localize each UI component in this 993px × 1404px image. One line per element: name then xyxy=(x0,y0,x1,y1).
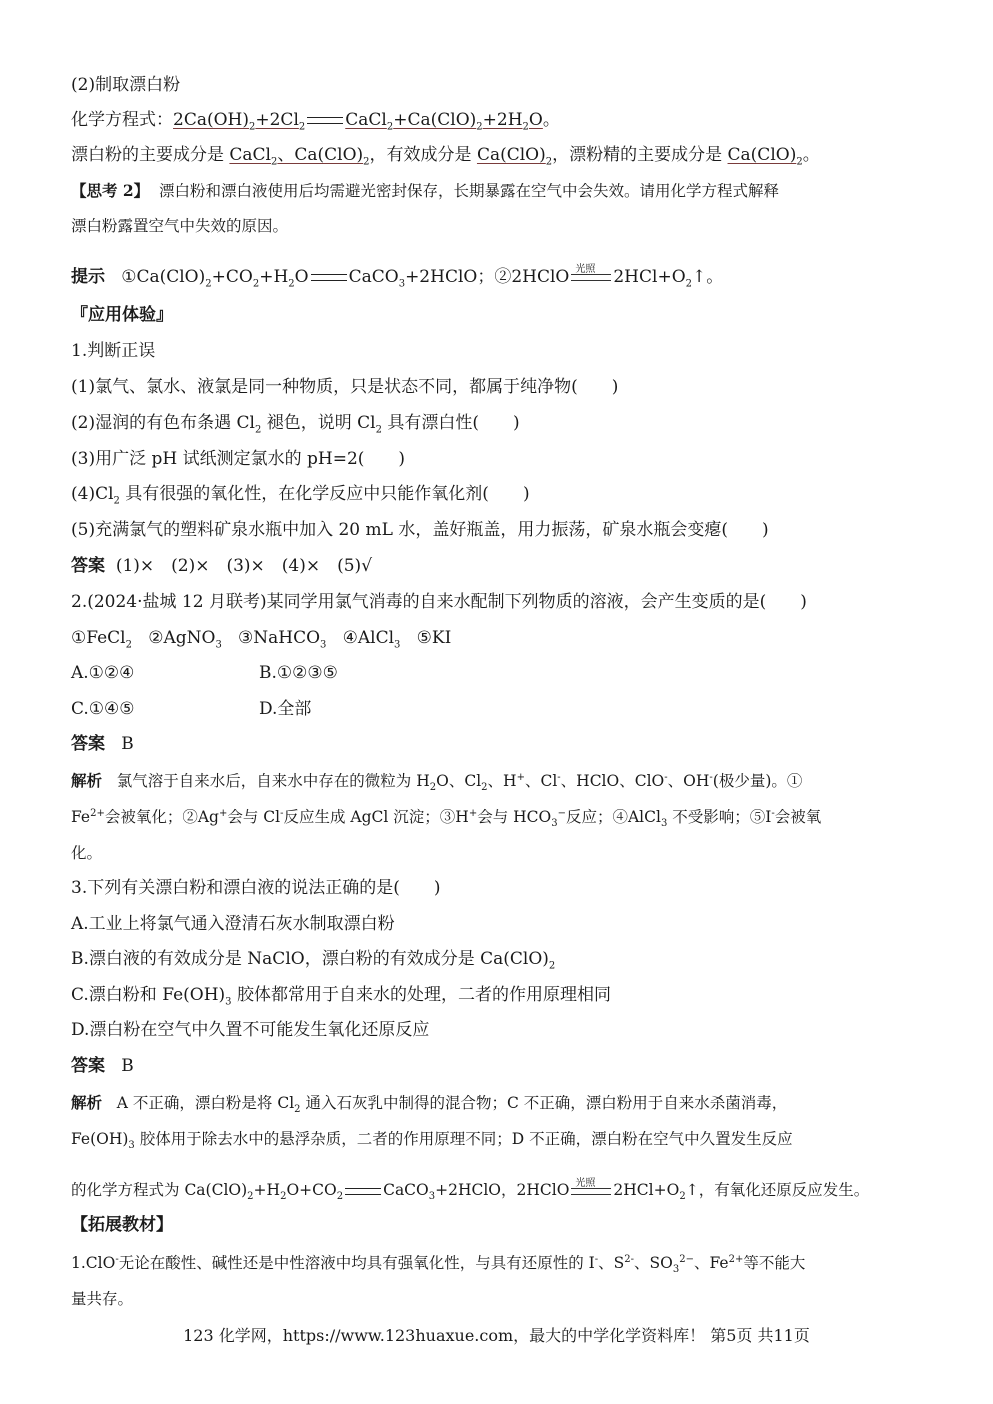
expand-item-1-cont: 量共存。 xyxy=(71,1290,134,1308)
page-footer: 123 化学网，https://www.123huaxue.com，最大的中学化学资料库！ 第5页 共11页 xyxy=(183,1326,810,1345)
q2-analysis-2: $Fe^{2+}$会被氧化；②Ag+会与 Cl-反应生成 AgCl 沉淀；③H+会与 $HCO_3^-$反应；④AlCl$_3$ 不受影响；⑤I-会被氧 xyxy=(71,807,822,830)
equation-label: 化学方程式： xyxy=(71,110,173,130)
q1-item-4: $(4)Cl_2$ 具有很强的氧化性，在化学反应中只能作氧化剂( ) xyxy=(71,484,530,507)
hint-label: 提示 xyxy=(71,267,105,287)
equation-answer: $2Ca(OH)_2+2Cl_2$ $CaCl_2+Ca(ClO)_2+2H_2O$ xyxy=(173,110,543,133)
q1-title: 1.判断正误 xyxy=(71,341,156,361)
q3-option-b: B.漂白液的有效成分是 NaClO，漂白粉的有效成分是 $Ca(ClO)_2$ xyxy=(71,949,556,972)
expand-item-1: 1.ClO-无论在酸性、碱性还是中性溶液中均具有强氧化性，与具有还原性的 I-、$S^{2-}$、$SO_3^{2-}$、$Fe^{2+}$等不能大 xyxy=(71,1253,806,1276)
equation-line: 化学方程式：$2Ca(OH)_2+2Cl_2$ $CaCl_2+Ca(ClO)_2+2H_2O$。 xyxy=(71,110,560,133)
q2-items: ①FeCl$_2$ ②AgNO$_3$ ③NaHCO$_3$ ④AlCl$_3$ ⑤KI xyxy=(71,628,452,651)
q3-option-d: D.漂白粉在空气中久置不可能发生氧化还原反应 xyxy=(71,1020,430,1040)
q3-analysis-3: 的化学方程式为 $Ca(ClO)_2+H_2O+CO_2$ CaCO$_3$+2HClO，2HClO 光照 $2HCl+O_2↑$，有氧化还原反应发生。 xyxy=(71,1177,870,1203)
q3-analysis-2: $Fe(OH)_3$ 胶体用于除去水中的悬浮杂质，二者的作用原理不同；D 不正确，漂白粉在空气中久置发生反应 xyxy=(71,1130,793,1152)
q2-analysis-3: 化。 xyxy=(71,844,103,862)
q3-option-a: A.工业上将氯气通入澄清石灰水制取漂白粉 xyxy=(71,914,395,934)
q3-title: 3.下列有关漂白粉和漂白液的说法正确的是( ) xyxy=(71,878,441,898)
think-label: 【思考 2】 xyxy=(71,181,150,200)
think-question: 【思考 2】 漂白粉和漂白液使用后均需避光密封保存，长期暴露在空气中会失效。请用化学方程式解释 xyxy=(71,181,780,200)
q2-option-b: B.①②③⑤ xyxy=(259,663,338,683)
q1-item-3: (3)用广泛 pH 试纸测定氯水的 pH=2( ) xyxy=(71,449,406,469)
hint-line: 提示 $①Ca(ClO)_2+CO_2+H_2O$ CaCO$_3$+2HClO；②2HClO 光照 $2HCl+O_2↑$。 xyxy=(71,264,724,290)
q2-option-d: D.全部 xyxy=(259,699,312,719)
q1-item-5: (5)充满氯气的塑料矿泉水瓶中加入 20 mL 水，盖好瓶盖，用力振荡，矿泉水瓶会变瘪( ) xyxy=(71,520,769,540)
q1-item-2: (2)湿润的有色布条遇 $Cl_2$ 褪色，说明 $Cl_2$ 具有漂白性( ) xyxy=(71,413,520,436)
section-apply: 『应用体验』 xyxy=(71,305,173,325)
subsection-title: (2)制取漂白粉 xyxy=(71,75,181,95)
q3-answer: 答案 B xyxy=(71,1056,134,1076)
q3-analysis-1: 解析 A 不正确，漂白粉是将 $Cl_2$ 通入石灰乳中制得的混合物；C 不正确，漂白粉用于自来水杀菌消毒， xyxy=(71,1093,788,1116)
expand-title: 【拓展教材】 xyxy=(71,1215,173,1235)
q2-analysis-1: 解析 氯气溶于自来水后，自来水中存在的微粒为 $H_2O$、$Cl_2$、H+、Cl-、HClO、ClO-、OH-(极少量)。① xyxy=(71,771,803,794)
q2-option-a: A.①②④ xyxy=(71,663,135,683)
q1-item-1: (1)氯气、氯水、液氯是同一种物质，只是状态不同，都属于纯净物( ) xyxy=(71,377,619,397)
q2-option-c: C.①④⑤ xyxy=(71,699,135,719)
components-line: 漂白粉的主要成分是 CaCl$_2$、$Ca(ClO)_2$，有效成分是 $Ca(ClO)_2$，漂粉精的主要成分是 $Ca(ClO)_2$。 xyxy=(71,145,820,168)
q2-title: 2.(2024·盐城 12 月联考)某同学用氯气消毒的自来水配制下列物质的溶液，会产生变质的是( ) xyxy=(71,592,807,612)
think-question-cont: 漂白粉露置空气中失效的原因。 xyxy=(71,217,289,235)
q3-option-c: C.漂白粉和 $Fe(OH)_3$ 胶体都常用于自来水的处理，二者的作用原理相同 xyxy=(71,985,611,1008)
q2-answer: 答案 B xyxy=(71,734,134,754)
q1-answer: 答案 (1)× (2)× (3)× (4)× (5)√ xyxy=(71,556,373,576)
